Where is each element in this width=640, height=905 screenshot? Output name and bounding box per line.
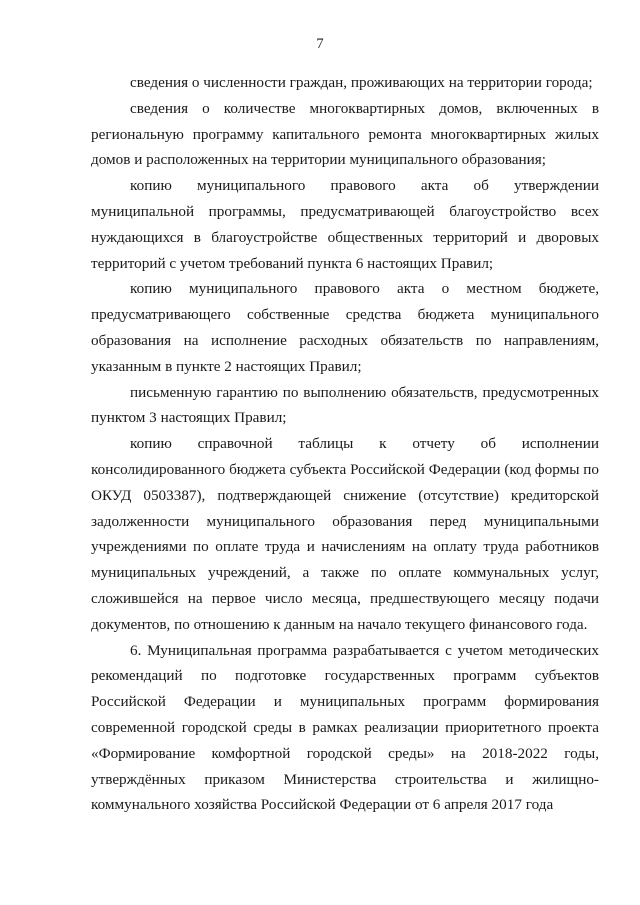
paragraph-apartment-buildings: сведения о количестве многоквартирных домов, включенных в региональную программу капитального ремонта многоквартирных жилых домов и расположенных на территории муниципального образования; xyxy=(91,99,599,169)
document-body xyxy=(91,70,599,818)
paragraph-written-guarantee: письменную гарантию по выполнению обязательств, предусмотренных пунктом 3 настоящих Правил; xyxy=(91,383,599,427)
paragraph-reference-table: копию справочной таблицы к отчету об исполнении консолидированного бюджета субъекта Российской Федерации (код формы по ОКУД 0503387), подтверждающей снижение (отсутствие) кредиторской задолженности муниципального образования перед муниципальными учреждениями по оплате труда и начислениям на оплату труда работников муниципальных учреждений, а также по оплате коммунальных услуг, сложившейся на первое число месяца, предшествующего месяцу подачи документов, по отношению к данным на начало текущего финансового года. xyxy=(91,435,599,633)
paragraph-item-6: 6. Муниципальная программа разрабатывается с учетом методических рекомендаций по подготовке государственных программ субъектов Российской Федерации и муниципальных программ формирования современной городской среды в рамках реализации приоритетного проекта «Формирование комфортной городской среды» на 2018-2022 годы, утверждённых приказом Министерства строительства и жилищно-коммунального хозяйства Российской Федерации от 6 апреля 2017 года xyxy=(91,641,599,814)
page-number: 7 xyxy=(316,36,324,52)
paragraph-citizens-count: сведения о численности граждан, проживающих на территории города; xyxy=(130,74,593,91)
paragraph-local-budget-act: копию муниципального правового акта о местном бюджете, предусматривающего собственные средства бюджета муниципального образования на исполнение расходных обязательств по направлениям, указанным в пункте 2 настоящих Правил; xyxy=(91,280,599,375)
paragraph-municipal-program-act: копию муниципального правового акта об утверждении муниципальной программы, предусматривающей благоустройство всех нуждающихся в благоустройстве общественных территорий и дворовых территорий с учетом требований пункта 6 настоящих Правил; xyxy=(91,177,599,272)
